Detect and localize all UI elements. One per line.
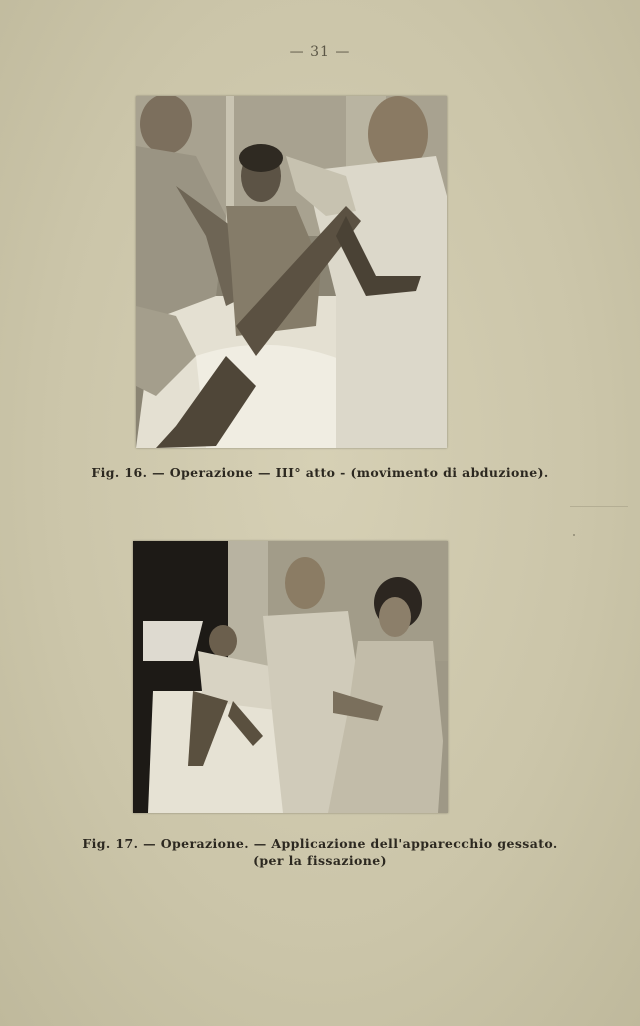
figure-17-photo bbox=[133, 541, 448, 813]
figure-17-caption bbox=[0, 835, 640, 869]
page-number: — 31 — bbox=[289, 44, 351, 60]
figure-17-caption-line-2: (per la fissazione) bbox=[253, 853, 387, 868]
figure-16-photo bbox=[136, 96, 447, 448]
figure-17-caption-line-1: Fig. 17. — Operazione. — Applicazione dell'apparecchio gessato. bbox=[82, 836, 558, 851]
page-mark bbox=[570, 506, 628, 507]
page-speck bbox=[573, 534, 575, 536]
figure-16-caption: Fig. 16. — Operazione — III° atto - (movimento di abduzione). bbox=[91, 465, 549, 480]
